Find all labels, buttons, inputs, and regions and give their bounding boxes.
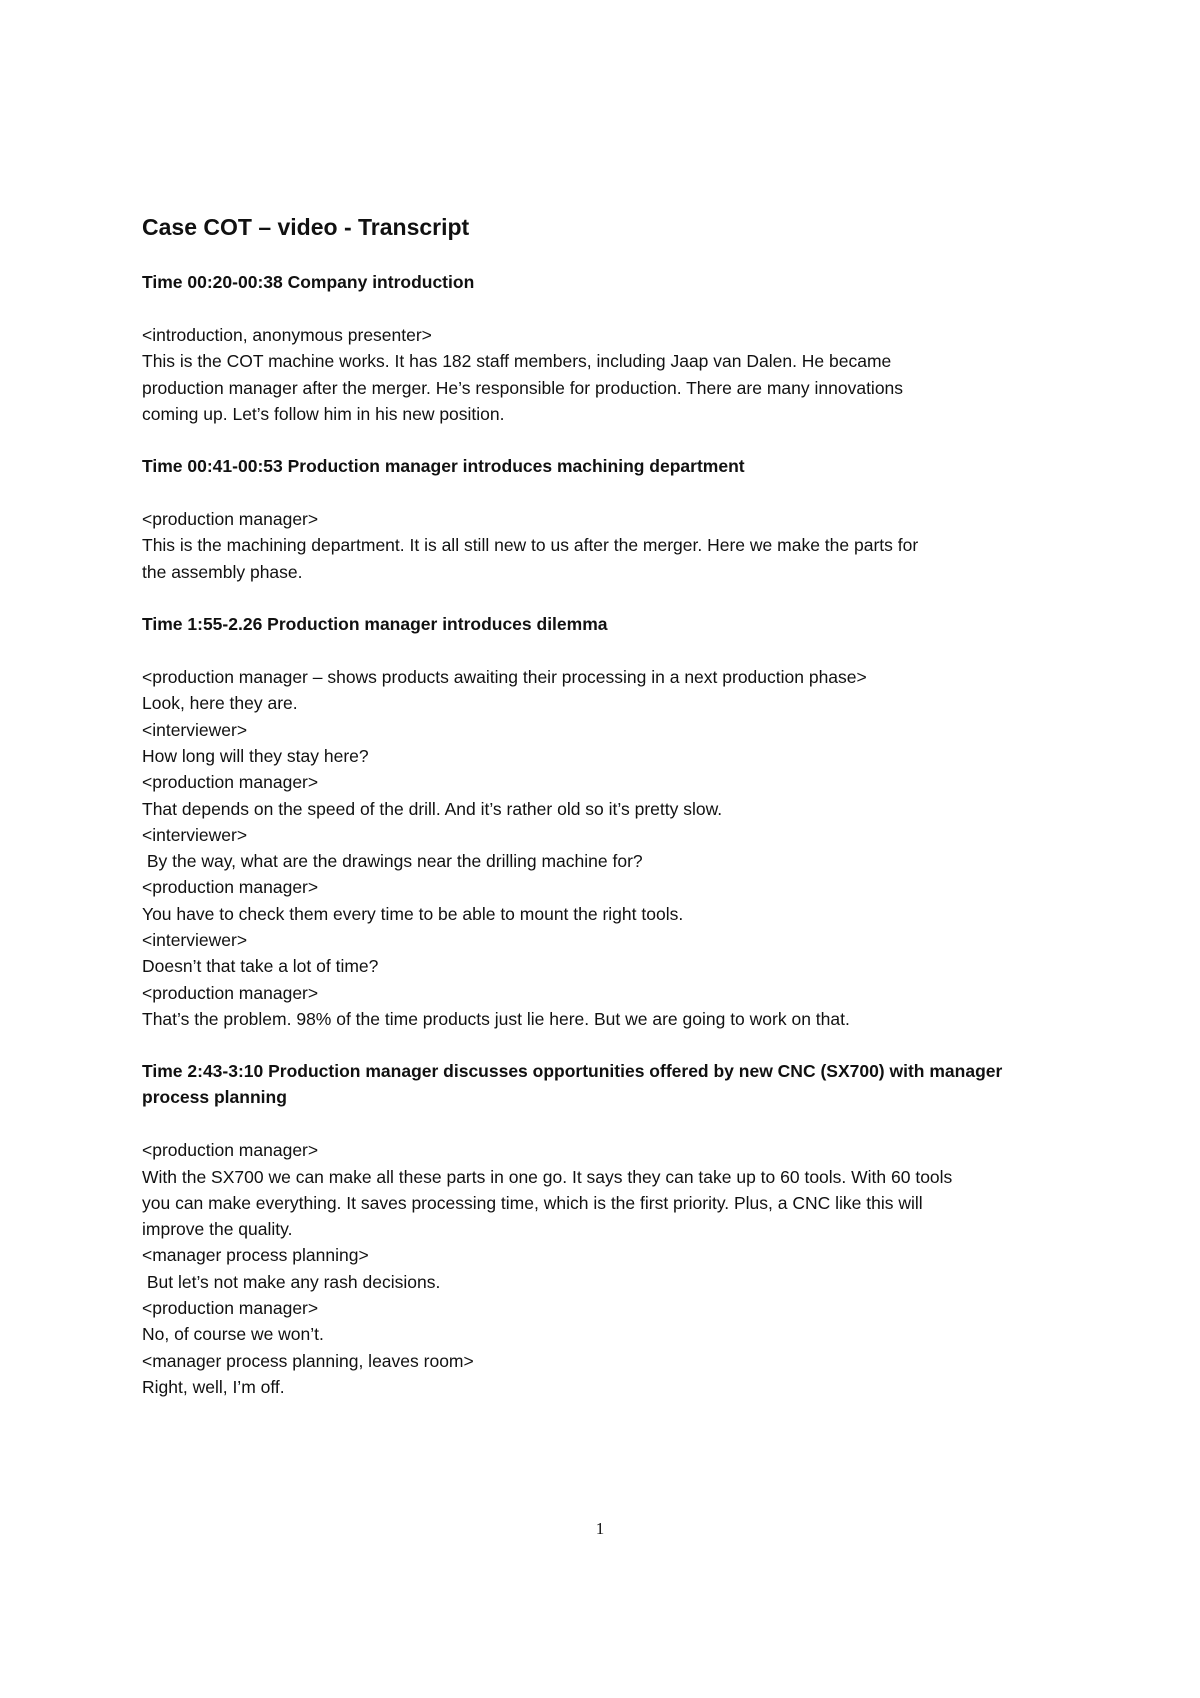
section-heading: Time 2:43-3:10 Production manager discusses opportunities offered by new CNC (SX700) with manager process planning	[142, 1061, 1003, 1108]
speaker-tag: <manager process planning>	[142, 1245, 369, 1266]
transcript-section-2	[142, 453, 1072, 585]
transcript-line: No, of course we won’t.	[142, 1324, 324, 1345]
transcript-line: But let’s not make any rash decisions.	[142, 1271, 441, 1292]
speaker-tag: <introduction, anonymous presenter>	[142, 325, 432, 345]
document-title: Case COT – video - Transcript	[142, 214, 470, 240]
speaker-tag: <production manager>	[142, 509, 319, 530]
speaker-tag: <manager process planning, leaves room>	[142, 1350, 474, 1371]
transcript-line: How long will they stay here?	[142, 745, 369, 766]
transcript-line: With the SX700 we can make all these parts in one go. It says they can take up to 60 tools. With 60 tools	[142, 1166, 953, 1187]
speaker-tag: <interviewer>	[142, 824, 248, 845]
transcript-section-4	[142, 1058, 1072, 1400]
speaker-tag: <production manager – shows products awaiting their processing in a next production phase>	[142, 667, 867, 688]
transcript-line: By the way, what are the drawings near the drilling machine for?	[142, 851, 643, 872]
transcript-line: production manager after the merger. He’s responsible for production. There are many innovations	[142, 377, 904, 398]
speaker-tag: <production manager>	[142, 1140, 319, 1161]
speaker-tag: <interviewer>	[142, 719, 248, 740]
transcript-line: Right, well, I’m off.	[142, 1376, 285, 1397]
transcript-line: coming up. Let’s follow him in his new position.	[142, 403, 505, 424]
transcript-line: This is the COT machine works. It has 182 staff members, including Jaap van Dalen. He became	[142, 351, 892, 372]
section-heading: Time 00:20-00:38 Company introduction	[142, 272, 475, 292]
page-number: 1	[595, 1519, 605, 1538]
speaker-tag: <production manager>	[142, 772, 319, 793]
transcript-line: You have to check them every time to be able to mount the right tools.	[142, 903, 684, 924]
transcript-line: Look, here they are.	[142, 693, 298, 714]
transcript-section-3	[142, 611, 1072, 1032]
transcript-line: improve the quality.	[142, 1219, 293, 1240]
speaker-tag: <production manager>	[142, 982, 319, 1003]
speaker-tag: <interviewer>	[142, 930, 248, 951]
section-heading: Time 1:55-2.26 Production manager introduces dilemma	[142, 614, 608, 635]
transcript-line: the assembly phase.	[142, 561, 303, 582]
transcript-section-1	[142, 269, 1072, 427]
transcript-line: This is the machining department. It is all still new to us after the merger. Here we make the parts for	[142, 535, 919, 556]
speaker-tag: <production manager>	[142, 1298, 319, 1319]
section-heading: Time 00:41-00:53 Production manager introduces machining department	[142, 456, 745, 477]
transcript-line: That depends on the speed of the drill. And it’s rather old so it’s pretty slow.	[142, 798, 723, 819]
transcript-line: Doesn’t that take a lot of time?	[142, 956, 379, 977]
speaker-tag: <production manager>	[142, 877, 319, 898]
document-body	[142, 212, 1072, 1426]
transcript-line: That’s the problem. 98% of the time products just lie here. But we are going to work on that.	[142, 1008, 850, 1029]
transcript-line: you can make everything. It saves processing time, which is the first priority. Plus, a CNC like this will	[142, 1192, 923, 1213]
